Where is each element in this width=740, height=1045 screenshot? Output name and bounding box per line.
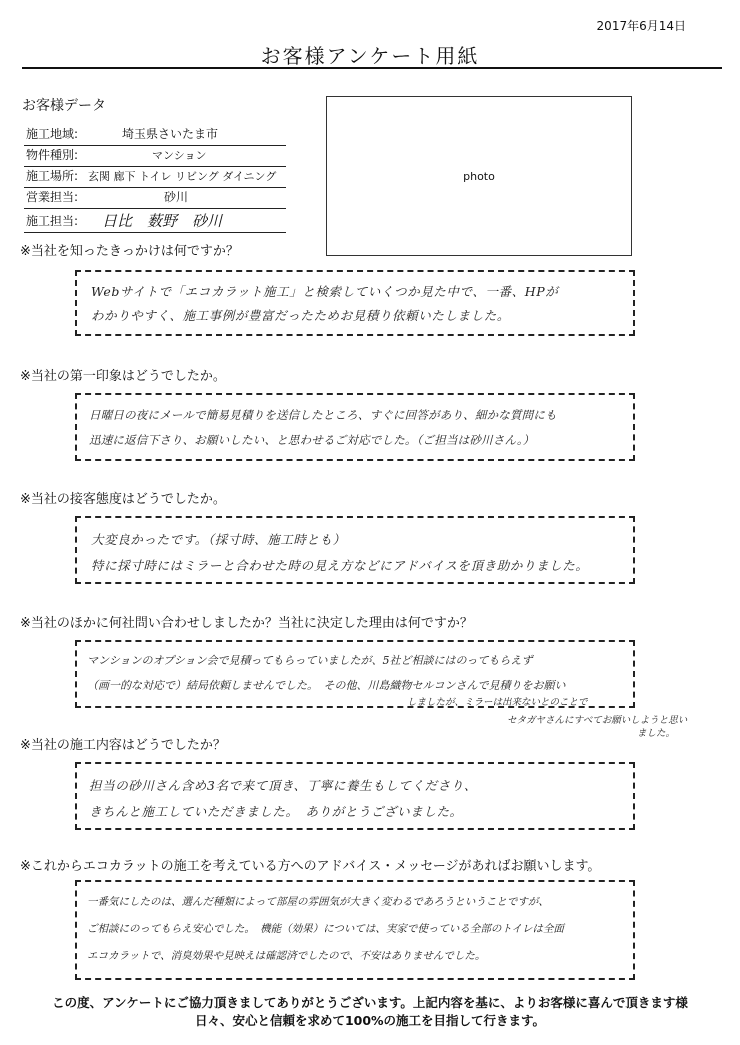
question-2: ※当社の第一印象はどうでしたか。 <box>20 369 226 384</box>
answer-box-5 <box>75 762 635 830</box>
survey-date: 2017年6月14日 <box>596 19 686 33</box>
row-label: 施工担当: <box>26 214 79 228</box>
question-1: ※当社を知ったきっかけは何ですか？ <box>20 244 239 259</box>
answer-line: 大変良かったです。（採寸時、施工時とも） <box>91 532 346 547</box>
row-property-type <box>24 145 286 167</box>
row-label: 施工地域: <box>26 127 79 141</box>
question-4: ※当社のほかに何社問い合わせしましたか？当社に決定した理由は何ですか？ <box>20 616 473 631</box>
row-value: マンション <box>152 149 207 162</box>
answer-line: 一番気にしたのは、選んだ種類によって部屋の雰囲気が大きく変わるであろうということですが、 <box>87 896 549 908</box>
answer-line: 日曜日の夜にメールで簡易見積りを送信したところ、すぐに回答があり、細かな質問にも <box>89 408 557 422</box>
row-construction-staff <box>24 209 286 233</box>
answer-line: （画一的な対応で）結局依頼しませんでした。 その他、川島織物セルコンさんで見積りをお願い <box>87 679 566 692</box>
answer-line: わかりやすく、施工事例が豊富だったためお見積り依頼いたしました。 <box>91 308 510 323</box>
row-value: 日比 薮野 砂川 <box>102 212 223 230</box>
answer-line: ました。 <box>637 728 676 739</box>
answer-box-4 <box>75 640 688 739</box>
answer-box-6 <box>75 880 635 980</box>
question-5: ※当社の施工内容はどうでしたか？ <box>20 738 226 753</box>
row-value: 玄関 廊下 トイレ リビング ダイニング <box>88 170 277 183</box>
row-construction-place <box>24 166 286 188</box>
answer-line: マンションのオプション会で見積ってもらっていましたが、5社ど相談にはのってもらえず <box>87 654 533 667</box>
customer-data-heading: お客様データ <box>22 98 106 114</box>
row-value: 砂川 <box>164 190 189 204</box>
row-construction-area <box>24 124 286 146</box>
answer-line: しましたが、ミラーは出来ないとのことで <box>407 697 588 708</box>
answer-box-1 <box>75 270 635 336</box>
answer-line: エコカラットで、消臭効果や見映えは確認済でしたので、不安はありませんでした。 <box>87 950 486 962</box>
row-label: 物件種別: <box>26 148 79 162</box>
answer-line: セタガヤさんにすべてお願いしようと思い <box>507 715 688 726</box>
photo-label: photo <box>463 169 495 183</box>
answer-box-2 <box>75 393 635 461</box>
page-title: お客様アンケート用紙 <box>260 44 480 68</box>
row-label: 営業担当: <box>26 190 79 204</box>
title-underline <box>22 67 722 69</box>
answer-line: 特に採寸時にはミラーと合わせた時の見え方などにアドバイスを頂き助かりました。 <box>91 558 589 573</box>
question-6: ※これからエコカラットの施工を考えている方へのアドバイス・メッセージがあればお願いします。 <box>20 859 601 874</box>
question-3: ※当社の接客態度はどうでしたか。 <box>20 492 226 507</box>
answer-box-3 <box>75 516 635 584</box>
row-value: 埼玉県さいたま市 <box>122 127 219 141</box>
answer-line: 担当の砂川さん含め3名で来て頂き、丁寧に養生もしてくださり、 <box>89 778 477 793</box>
footer-line-1: この度、アンケートにご協力頂きましてありがとうございます。上記内容を基に、よりお客様に喜んで頂きます様 <box>52 995 688 1010</box>
answer-line: 迅速に返信下さり、お願いしたい、と思わせるご対応でした。（ご担当は砂川さん。） <box>89 433 535 447</box>
answer-line: ご相談にのってもらえ安心でした。 機能（効果）については、実家で使っている全部のトイレは全面 <box>87 923 564 935</box>
answer-line: きちんと施工していただきました。 ありがとうございました。 <box>89 804 463 819</box>
answer-line: Webサイトで「エコカラット施工」と検索していくつか見た中で、一番、HPが <box>91 284 559 299</box>
row-sales-rep <box>24 187 286 209</box>
row-label: 施工場所: <box>26 169 79 183</box>
photo-placeholder <box>326 96 632 256</box>
footer-line-2: 日々、安心と信頼を求めて100%の施工を目指して行きます。 <box>194 1013 546 1028</box>
